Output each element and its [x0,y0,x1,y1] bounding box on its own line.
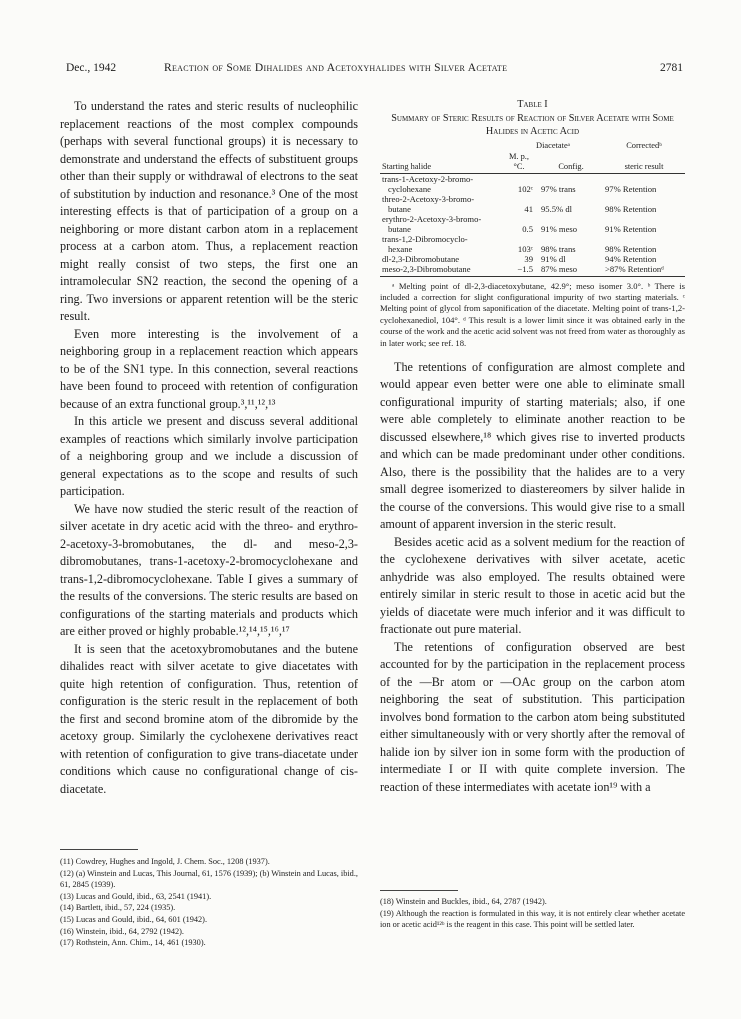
mp-cell: 0.5 [522,223,533,234]
config-cell: 98% trans [541,243,576,254]
paragraph: Even more interesting is the involvement of a neighboring group in a replacement reaction which appears to be of the SN1 type. In this connection, several reactions have been found to proceed with retention of configuration because of an extra functional group.³,¹¹,¹²,¹³ [60,326,358,411]
header-date: Dec., 1942 [66,62,117,74]
running-title: Reaction of Some Dihalides and Acetoxyhalides with Silver Acetate [164,62,508,74]
table-note: ᵃ Melting point of dl-2,3-diacetoxybutane, 42.9°; meso isomer 3.0°. ᵇ There is included a correction for slight configurational impurity of two starting materials. ᶜ Melting point of glycol from saponification of the diacetate. Melting point of trans-1,2-cyclohexanediol, 104°. ᵈ This result is a lower limit since it was obtained early in the course of the work and the acetic acid solvent was not freed from water as thoroughly as in later work; see ref. 18. [380,280,685,348]
paragraph: In this article we present and discuss several additional examples of reactions which similarly involve participation of a neighboring group and we include a discussion of general expectations as to the scope and results of such participation. [60,414,358,498]
results-table [380,141,685,277]
config-cell: 87% meso [535,264,603,277]
col-header-diacetate: Diacetateᵃ [536,140,570,150]
table-row [380,194,685,204]
col-header-mp: M. p., °C. [503,152,535,174]
right-column [380,98,685,796]
mp-cell: −1.5 [503,264,535,277]
paragraph: The retentions of configuration observed are best accounted for by the participation in the replacement process of the —Br atom or —OAc group on the carbon atom neighboring the seat of substitution. This participation involves bond formation to the carbon atom being substituted either simultaneously with or very shortly after the removal of halide ion by silver ion in some form with the production of intermediate I or II with quite complete inversion. The reaction of these intermediates with acetate ion¹⁹ with a [380,639,685,794]
footnote: (13) Lucas and Gould, ibid., 63, 2541 (1941). [60,891,212,901]
paragraph: Besides acetic acid as a solvent medium for the reaction of the cyclohexene derivatives with silver acetate, acetic anhydride was also employed. The results obtained were entirely similar in steric result to those in acetic acid but the yields of diacetate were much inferior and it was difficult to fractionate out pure material. [380,534,685,637]
paragraph: We have now studied the steric result of the reaction of silver acetate in dry acetic acid with the threo- and erythro-2-acetoxy-3-bromobutanes, the dl- and meso-2,3-dibromobutanes, trans-1-acetoxy-2-bromocyclohexane and trans-1,2-dibromocyclohexane. Table I gives a summary of the results of the conversions. The steric results are based on configurations of the starting materials and products which are either proved or highly probable.¹²,¹⁴,¹⁵,¹⁶,¹⁷ [60,501,358,638]
footnote-rule [60,849,138,850]
mp-cell: 102ᶜ [517,183,533,194]
footnote-rule [380,890,458,891]
result-cell: 94% Retention [605,253,657,264]
page-number: 2781 [660,62,683,74]
halide-name-2: dl-2,3-Dibromobutane [382,253,460,264]
table-label: Table I [517,99,548,110]
table-row [380,264,685,277]
paragraph: To understand the rates and steric results of nucleophilic replacement reactions of the most complex compounds (perhaps with several functional groups) it is necessary to demonstrate and understand the effects of substituent groups other than their supply or withdrawal of electrons to the seat of substitution by induction and resonance.³ One of the most interesting effects is that of participation of a group on a neighboring or more distant carbon atom in a replacement process at a carbon atom. Thus, a replacement reaction might really consist of two steps, the first one an intramolecular SN2 reaction, the second the opening of a ring. Two inversions or apparent retention will be the steric result. [60,99,358,323]
table-title: Summary of Steric Results of Reaction of Silver Acetate with Some Halides in Acetic Acid [391,112,674,137]
paragraph: It is seen that the acetoxybromobutanes and the butene dihalides react with silver acetate to give diacetates with quite high retention of configuration. Thus, retention of configuration is the steric result in the replacement of both the first and second bromine atom of the dibromide by the acetoxy group. Similarly the cyclohexene derivatives react with retention of configuration to give trans-diacetate under conditions which cause no configurational change of cis-diacetate. [60,641,358,796]
halide-name-1: threo-2-Acetoxy-3-bromo- [382,193,475,204]
halide-name-2: butane [388,223,411,234]
halide-name-2: butane [388,203,411,214]
table-row [380,224,685,234]
result-cell: 91% Retention [605,223,657,234]
halide-name-1: erythro-2-Acetoxy-3-bromo- [382,213,482,224]
table-1 [380,98,685,349]
halide-name-1: trans-1,2-Dibromocyclo- [382,233,468,244]
left-footnotes [60,856,358,949]
table-row [380,254,685,264]
result-cell: >87% Retentionᵈ [603,264,685,277]
table-row [380,173,685,184]
footnote: (17) Rothstein, Ann. Chim., 14, 461 (1930). [60,938,206,948]
col-header-steric: steric result [603,152,685,174]
mp-cell: 41 [524,203,533,214]
footnote: (15) Lucas and Gould, ibid., 64, 601 (1942). [60,914,208,924]
footnote: (14) Bartlett, ibid., 57, 224 (1935). [60,903,176,913]
mp-cell: 39 [524,253,533,264]
footnote: (16) Winstein, ibid., 64, 2792 (1942). [60,926,184,936]
table-row [380,204,685,214]
table-row [380,214,685,224]
footnote: (11) Cowdrey, Hughes and Ingold, J. Chem. Soc., 1208 (1937). [60,857,270,866]
col-header-config: Config. [535,152,603,174]
halide-name-1: trans-1-Acetoxy-2-bromo- [382,173,474,184]
config-cell: 97% trans [541,183,576,194]
config-cell: 91% dl [541,253,566,264]
col-header-halide: Starting halide [380,141,503,174]
right-footnotes [380,896,685,931]
config-cell: 91% meso [541,223,578,234]
paragraph: The retentions of configuration are almost complete and would appear even better were one able to eliminate small configurational impurity of starting materials; also, if one were able completely to eliminate another reaction to be discussed elsewhere,¹⁸ which gives rise to inverted products and which can be made predominant under other conditions. Also, there is the possibility that the halides are to a very small degree isomerized to diastereomers by silver halide in the course of the conversions. This would give rise to a small amount of apparent inversion in the steric result. [380,359,685,532]
table-row [380,234,685,244]
result-cell: 98% Retention [605,243,657,254]
page-header [66,62,683,78]
halide-name-2: hexane [388,243,413,254]
mp-cell: 103ᶜ [517,243,533,254]
col-header-corrected: Correctedᵇ [626,140,662,150]
result-cell: 98% Retention [605,203,657,214]
table-row [380,184,685,194]
table-notes [380,281,685,349]
halide-name-2: cyclohexane [388,183,431,194]
halide-name-2: meso-2,3-Dibromobutane [380,264,503,277]
footnote: (18) Winstein and Buckles, ibid., 64, 2787 (1942). [380,897,547,906]
footnote: (19) Although the reaction is formulated in this way, it is not entirely clear whether acetate ion or acetic acid¹²ᵇ is the reagent in this case. This point will be settled later. [380,908,685,930]
table-row [380,244,685,254]
left-column [60,98,358,798]
result-cell: 97% Retention [605,183,657,194]
footnote: (12) (a) Winstein and Lucas, This Journal, 61, 1576 (1939); (b) Winstein and Lucas, ibid., 61, 2845 (1939). [60,868,358,890]
config-cell: 95.5% dl [541,203,573,214]
